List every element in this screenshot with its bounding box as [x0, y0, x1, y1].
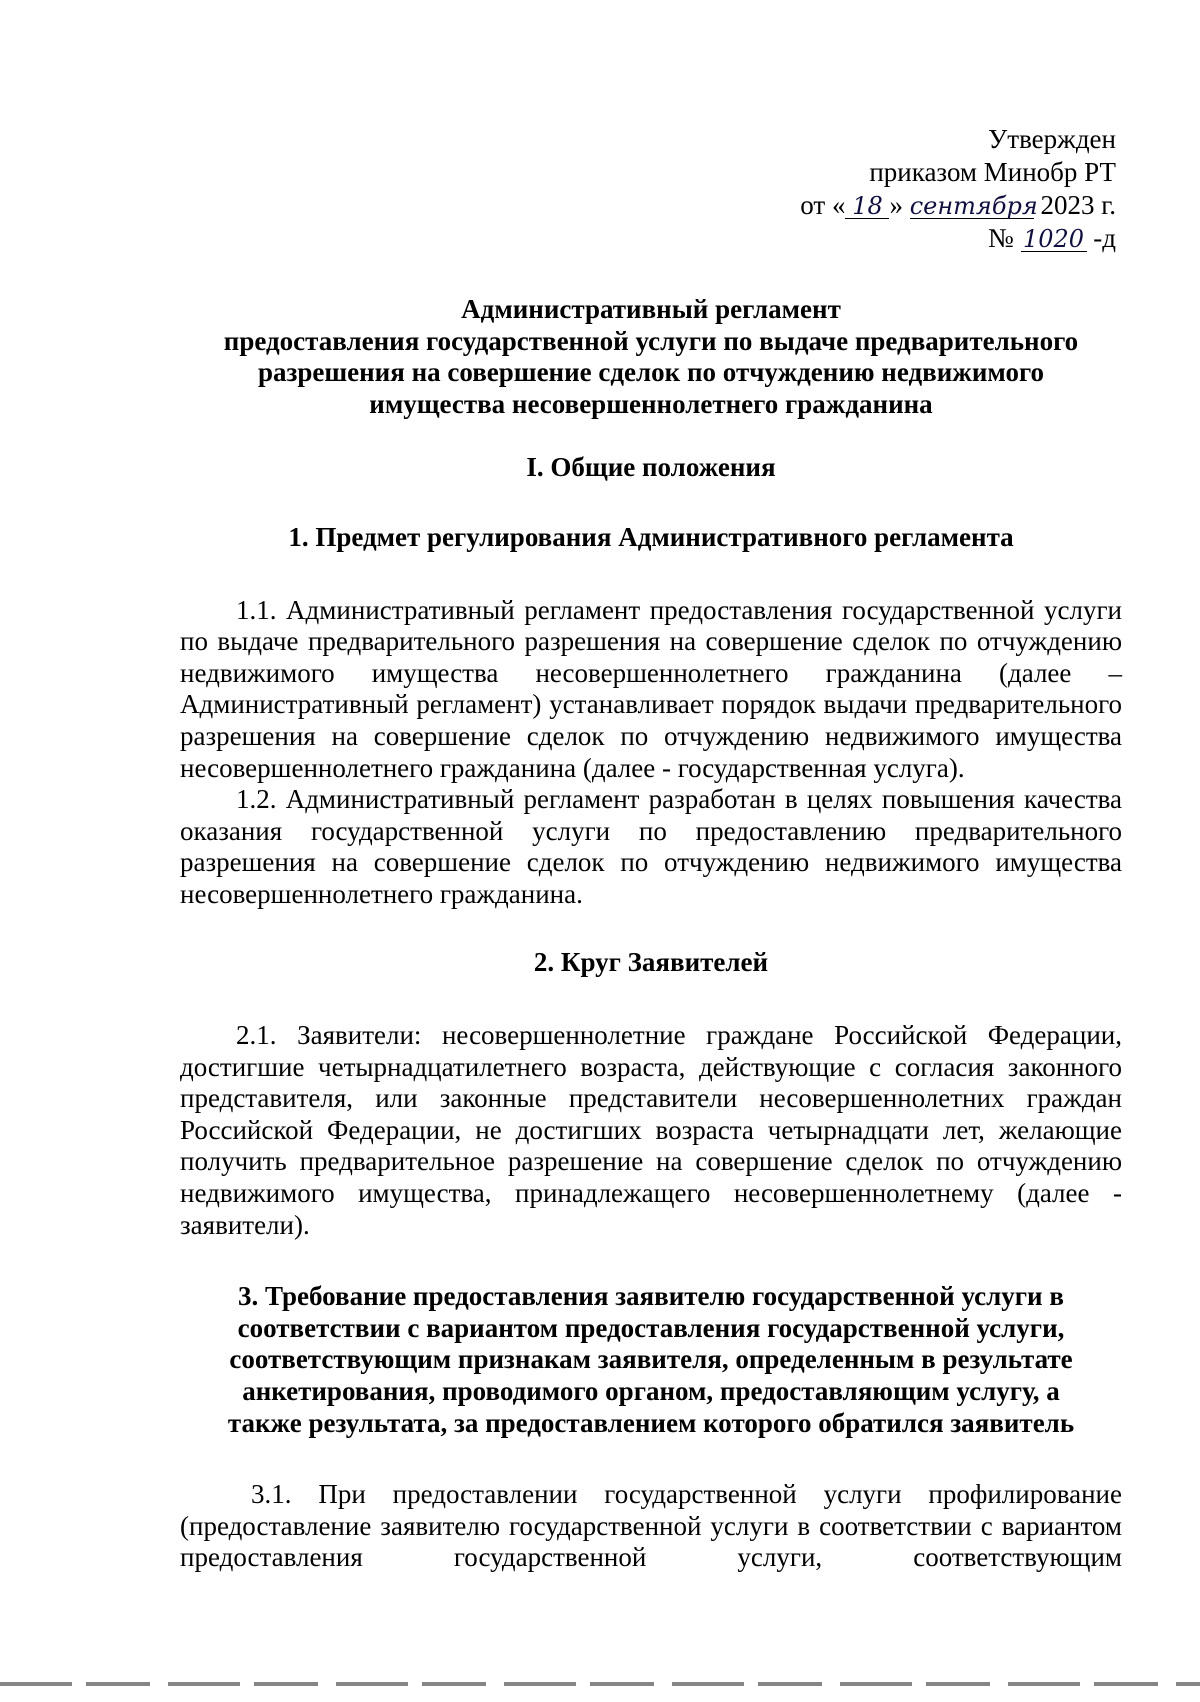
- title-line-4: имущества несовершеннолетнего гражданина: [369, 388, 933, 419]
- subsection-heading-1: 1. Предмет регулирования Административного регламента: [288, 521, 1014, 552]
- paragraph-1-1: 1.1. Административный регламент предоставления государственной услуги по выдаче предварительного разрешения на совершение сделок по отчуждению недвижимого имущества несовершеннолетнего гражданина (далее – Административный регламент) устанавливает порядок выдачи предварительного разрешения на совершение сделок по отчуждению недвижимого имущества несовершеннолетнего гражданина (далее - государственная услуга).: [180, 594, 1122, 783]
- scan-artifact-strip: [0, 1682, 1200, 1686]
- date-prefix: от «: [800, 190, 846, 220]
- approval-stamp: [800, 123, 1116, 255]
- paragraph-3-1: 3.1. При предоставлении государственной услуги профилирование (предоставление заявителю государственной услуги в соответствии с вариантом предоставления государственной услуги, соответствующим: [180, 1479, 1122, 1573]
- approval-line-number: [800, 222, 1116, 255]
- date-mid: »: [889, 190, 903, 220]
- heading-3-line-2: соответствии с вариантом предоставления государственной услуги,: [237, 1312, 1065, 1343]
- document-title: [180, 294, 1122, 420]
- heading-3-line-3: соответствующим признакам заявителя, определенным в результате: [229, 1344, 1073, 1375]
- approval-line-date: [800, 189, 1116, 222]
- heading-3-line-5: также результата, за предоставлением которого обратился заявитель: [227, 1407, 1075, 1438]
- date-year: 2023 г.: [1040, 190, 1116, 220]
- paragraph-1-2: 1.2. Административный регламент разработан в целях повышения качества оказания государственной услуги по предоставлению предварительного разрешения на совершение сделок по отчуждению недвижимого имущества несовершеннолетнего гражданина.: [180, 784, 1122, 909]
- title-line-3: разрешения на совершение сделок по отчуждению недвижимого: [257, 357, 1045, 388]
- subsection-heading-3: [180, 1281, 1122, 1439]
- handwritten-number: 1020: [1021, 227, 1087, 252]
- approval-line-order: приказом Минобр РТ: [869, 157, 1116, 187]
- heading-3-line-1: 3. Требование предоставления заявителю государственной услуги в: [238, 1281, 1064, 1312]
- document-body: [180, 294, 1122, 1574]
- handwritten-day: 18: [845, 194, 889, 219]
- number-suffix: -д: [1093, 223, 1116, 253]
- subsection-heading-2: 2. Круг Заявителей: [533, 946, 769, 977]
- paragraph-2-1: 2.1. Заявители: несовершеннолетние граждане Российской Федерации, достигшие четырнадцатилетнего возраста, действующие с согласия законного представителя, или законные представители несовершеннолетних граждан Российской Федерации, не достигших возраста четырнадцати лет, желающие получить предварительное разрешение на совершение сделок по отчуждению недвижимого имущества, принадлежащего несовершеннолетнему (далее - заявители).: [180, 1020, 1122, 1240]
- title-line-2: предоставления государственной услуги по выдаче предварительного: [223, 325, 1079, 356]
- heading-3-line-4: анкетирования, проводимого органом, предоставляющим услугу, а: [242, 1376, 1060, 1407]
- section-heading-general: I. Общие положения: [526, 452, 776, 483]
- title-line-1: Административный регламент: [461, 294, 841, 324]
- handwritten-month: сентября: [909, 192, 1038, 220]
- number-prefix: №: [988, 223, 1014, 253]
- approval-line-approved: Утвержден: [988, 124, 1116, 154]
